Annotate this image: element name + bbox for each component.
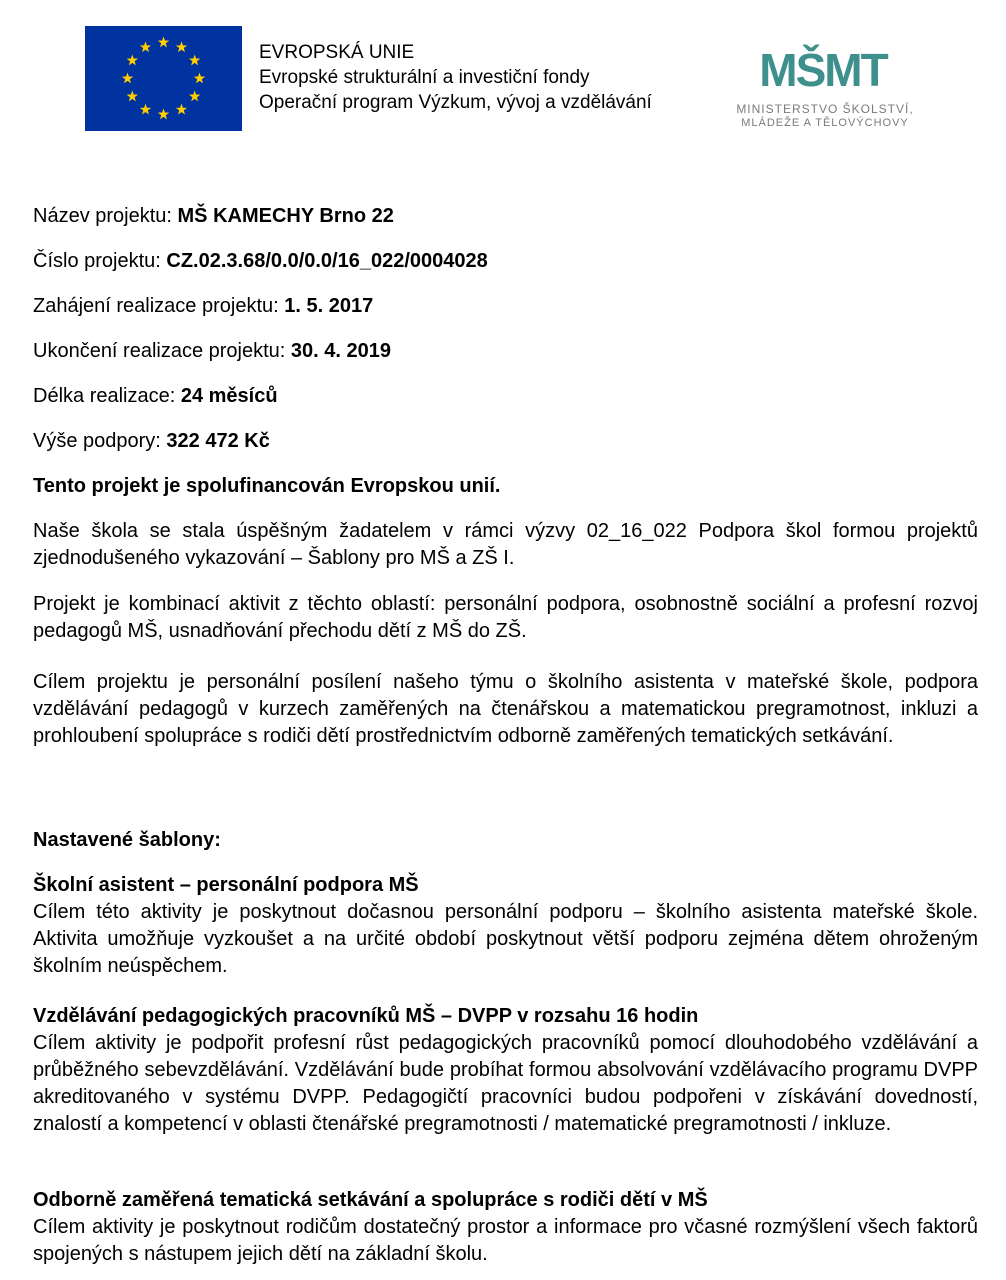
goal-paragraph: Cílem projektu je personální posílení našeho týmu o školního asistenta v mateřské škole, podpora vzdělávání pedagogů v kurzech zaměřených na čtenářskou a matematickou pregramotnost, inkluzi a prohloubení spolupráce s rodiči dětí prostřednictvím odborně zaměřených tematických setkávání. [33,671,978,747]
project-name [33,204,978,228]
project-start-label: Zahájení realizace projektu: [33,295,285,317]
templates-heading: Nastavené šablony: [33,829,221,851]
eu-flag-icon [85,26,242,131]
project-number-value: CZ.02.3.68/0.0/0.0/16_022/0004028 [166,250,488,272]
eu-text [259,40,652,115]
project-number-label: Číslo projektu: [33,250,167,272]
intro-paragraph: Naše škola se stala úspěšným žadatelem v rámci výzvy 02_16_022 Podpora škol formou projektů zjednodušeného vykazování – Šablony pro MŠ a ZŠ I. [33,520,978,569]
project-support-value: 322 472 Kč [166,430,270,452]
template-parents-meetings [33,1187,978,1268]
areas-paragraph: Projekt je kombinací aktivit z těchto oblastí: personální podpora, osobnostně sociální a profesní rozvoj pedagogů MŠ, usnadňování přechodu dětí z MŠ do ZŠ. [33,593,978,642]
template-body: Cílem aktivity je podpořit profesní růst pedagogických pracovníků pomocí dlouhodobého vzdělávání a průběžného sebevzdělávání. Vzdělávání bude probíhat formou absolvování vzdělávacího programu DVPP akreditovaného v systému DVPP. Pedagogičtí pracovníci budou podpořeni v získávání dovedností, znalostí a kompetencí v oblasti čtenářské pregramotnosti / matematické pregramotnosti / inkluze. [33,1032,978,1135]
page-header [0,0,1006,150]
project-end-value: 30. 4. 2019 [290,340,392,362]
project-end [33,339,978,363]
template-title: Odborně zaměřená tematická setkávání a spolupráce s rodiči dětí v MŠ [33,1189,708,1211]
project-support-label: Výše podpory: [33,430,167,452]
template-dvpp [33,1003,978,1138]
eu-title: EVROPSKÁ UNIE [259,42,415,63]
project-name-value: MŠ KAMECHY Brno 22 [177,205,394,227]
cofinanced-statement: Tento projekt je spolufinancován Evropskou unií. [33,475,501,497]
eu-programme: Operační program Výzkum, vývoj a vzdělávání [259,92,652,113]
project-duration-label: Délka realizace: [33,385,181,407]
project-start [33,294,978,318]
project-duration [33,384,978,408]
project-support [33,429,978,453]
project-end-label: Ukončení realizace projektu: [33,340,291,362]
msmt-logo-mark: MŠMT [759,44,887,96]
eu-funds: Evropské strukturální a investiční fondy [259,67,590,88]
template-title: Školní asistent – personální podpora MŠ [33,874,419,896]
project-duration-value: 24 měsíců [180,385,278,407]
msmt-name-line2: MLÁDEŽE A TĚLOVÝCHOVY [741,117,909,129]
template-school-assistant [33,872,978,980]
template-body: Cílem této aktivity je poskytnout dočasnou personální podporu – školního asistenta mateřské škole. Aktivita umožňuje vyzkoušet a na určité období poskytnout větší podporu zejména dětem ohroženým školním neúspěchem. [33,901,978,977]
project-name-label: Název projektu: [33,205,178,227]
msmt-logo [720,28,930,132]
msmt-name-line1: MINISTERSTVO ŠKOLSTVÍ, [736,102,914,116]
template-body: Cílem aktivity je poskytnout rodičům dostatečný prostor a informace pro včasné rozmýšlení všech faktorů spojených s nástupem jejich dětí na základní školu. [33,1216,978,1265]
project-number [33,249,978,273]
template-title: Vzdělávání pedagogických pracovníků MŠ – DVPP v rozsahu 16 hodin [33,1005,699,1027]
project-start-value: 1. 5. 2017 [284,295,374,317]
